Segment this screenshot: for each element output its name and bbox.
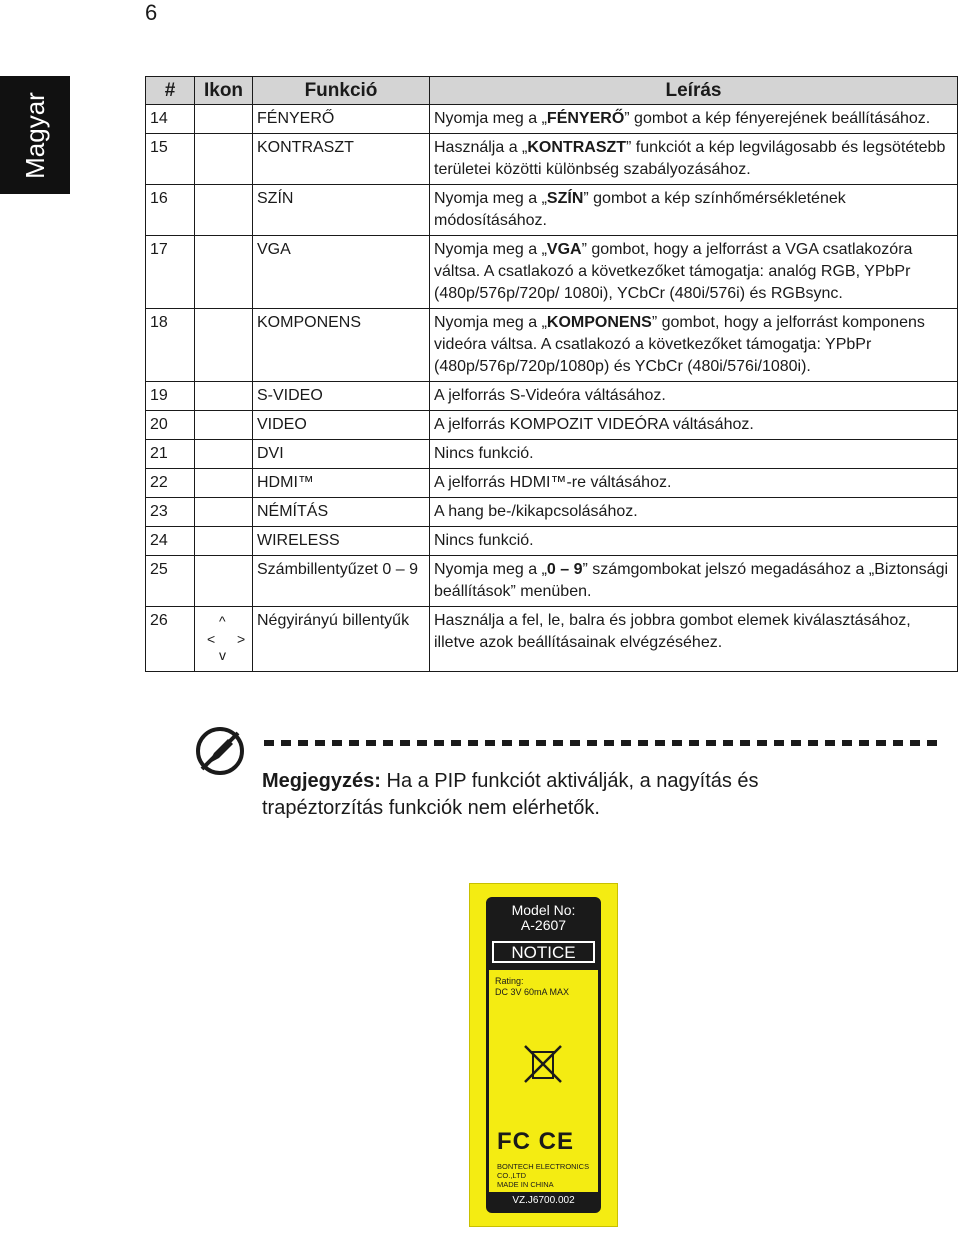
page-number: 6 [145,0,158,25]
table-row [146,440,958,469]
arrow-left-icon: < [207,631,216,647]
row-function: VIDEO [253,411,430,440]
header-num: # [146,77,195,105]
certification-marks: FC CE [497,1128,574,1155]
row-description: Nyomja meg a „FÉNYERŐ” gombot a kép fényerejének beállításához. [430,105,958,134]
model-box [489,900,598,970]
row-description: Használja a „KONTRASZT” funkciót a kép legvilágosabb és legsötétebb területei közötti különbség szabályozásához. [430,134,958,185]
model-number: A-2607 [520,917,567,933]
row-icon [195,469,253,498]
row-number: 14 [146,105,195,134]
crossed-bin-icon [521,1042,565,1086]
row-function: HDMI™ [253,469,430,498]
row-number: 19 [146,382,195,411]
row-icon [195,382,253,411]
device-label [470,884,617,1226]
notice-box: NOTICE [492,941,595,963]
row-number: 24 [146,527,195,556]
table-row [146,185,958,236]
note-divider [264,740,944,746]
row-description: Nyomja meg a „SZÍN” gombot a kép színhőmérsékletének módosításához. [430,185,958,236]
table-row [146,469,958,498]
table-row [146,105,958,134]
row-number: 16 [146,185,195,236]
row-description: Nyomja meg a „0 – 9” számgombokat jelszó megadásához a „Biztonsági beállítások” menüben. [430,556,958,607]
row-description: A jelforrás KOMPOZIT VIDEÓRA váltásához. [430,411,958,440]
row-function: KONTRASZT [253,134,430,185]
rating-value: DC 3V 60mA MAX [495,987,570,997]
table-row [146,607,958,672]
row-description: Nincs funkció. [430,440,958,469]
rating-label: Rating: [495,976,524,986]
row-icon [195,309,253,382]
table-row [146,556,958,607]
header-description: Leírás [430,77,958,105]
note-text: Ha a PIP funkciót aktiválják, a nagyítás és trapéztorzítás funkciók nem elérhetők. [262,770,759,819]
row-description: A hang be-/kikapcsolásához. [430,498,958,527]
row-number: 17 [146,236,195,309]
row-number: 15 [146,134,195,185]
row-function: Számbillentyűzet 0 – 9 [253,556,430,607]
header-function: Funkció [253,77,430,105]
row-icon [195,498,253,527]
table-row [146,382,958,411]
row-number: 21 [146,440,195,469]
row-number: 25 [146,556,195,607]
note-pen-icon [194,725,246,777]
row-description: Nyomja meg a „VGA” gombot, hogy a jelforrást a VGA csatlakozóra váltsa. A csatlakozó a következőket támogatja: analóg RGB, YPbPr (480p/576p/720p/ 1080i), YCbCr (480i/576i) és RGBsync. [430,236,958,309]
row-function: FÉNYERŐ [253,105,430,134]
row-function: SZÍN [253,185,430,236]
model-label: Model No: [511,902,576,918]
part-code: VZ.J6700.002 [489,1192,598,1210]
row-number: 22 [146,469,195,498]
arrow-down-icon: v [219,647,226,663]
maker-line3: MADE IN CHINA [497,1180,554,1189]
table-row [146,309,958,382]
row-description: A jelforrás S-Videóra váltásához. [430,382,958,411]
row-icon [195,236,253,309]
row-icon [195,134,253,185]
table-header-row [146,77,958,105]
row-icon [195,607,253,672]
row-function: S-VIDEO [253,382,430,411]
row-number: 20 [146,411,195,440]
table-row [146,134,958,185]
row-function: Négyirányú billentyűk [253,607,430,672]
row-icon [195,527,253,556]
note-label: Megjegyzés: [262,770,381,792]
row-function: DVI [253,440,430,469]
row-number: 23 [146,498,195,527]
table-row [146,527,958,556]
row-function: NÉMÍTÁS [253,498,430,527]
maker-line1: BONTECH ELECTRONICS [497,1162,590,1171]
row-icon [195,556,253,607]
note [262,768,862,822]
arrow-right-icon: > [237,631,246,647]
arrow-up-icon: ^ [219,613,226,629]
manufacturer [497,1162,589,1189]
row-number: 26 [146,607,195,672]
row-description: Nincs funkció. [430,527,958,556]
table-row [146,498,958,527]
row-function: WIRELESS [253,527,430,556]
table-row [146,236,958,309]
row-icon [195,185,253,236]
row-icon [195,105,253,134]
language-tab-label: Magyar [19,91,50,179]
row-function: KOMPONENS [253,309,430,382]
rating [495,976,569,998]
language-tab [0,76,70,194]
row-description: Használja a fel, le, balra és jobbra gombot elemek kiválasztásához, illetve azok beállításainak elvégzéséhez. [430,607,958,672]
row-description: A jelforrás HDMI™-re váltásához. [430,469,958,498]
row-icon [195,411,253,440]
function-table [145,76,958,672]
row-description: Nyomja meg a „KOMPONENS” gombot, hogy a jelforrást komponens videóra váltsa. A csatlakozó a következőket támogatja: YPbPr (480p/576p/720p/1080p) és YCbCr (480i/576i/1080i). [430,309,958,382]
table-row [146,411,958,440]
arrow-keys-icon [199,610,247,668]
row-icon [195,440,253,469]
row-number: 18 [146,309,195,382]
maker-line2: CO.,LTD [497,1171,527,1180]
header-icon: Ikon [195,77,253,105]
row-function: VGA [253,236,430,309]
